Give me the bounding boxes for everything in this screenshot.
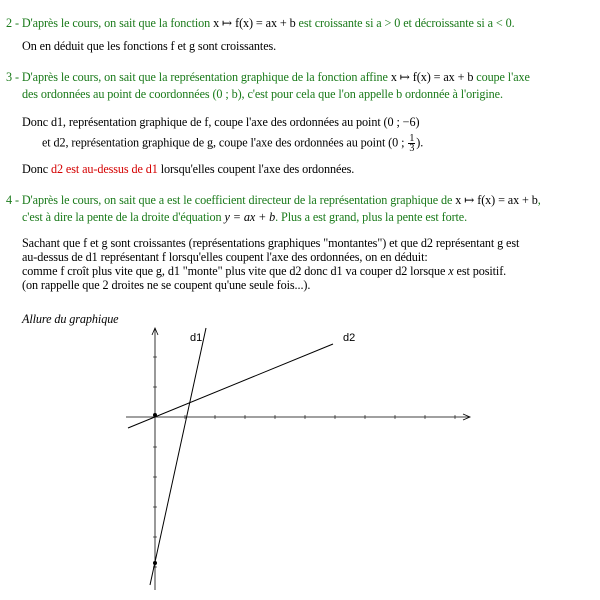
item4-p3-a: comme f croît plus vite que g, d1 "monte" plus vite que d2 donc d1 va couper d2 lorsque	[22, 264, 449, 278]
graph-caption: Allure du graphique	[22, 312, 119, 326]
item4-p1: Sachant que f et g sont croissantes (représentations graphiques "montantes") et que d2 représentant g est	[22, 236, 520, 250]
fraction-numerator: 1	[409, 133, 415, 144]
item3-number: 3 -	[6, 70, 22, 84]
item3-donc-end: lorsqu'elles coupent l'axe des ordonnées.	[157, 162, 355, 176]
item4-text-b: ,	[537, 193, 541, 207]
item4-line2-eq: y = ax + b	[224, 210, 276, 224]
item2-text-b: est croissante si a > 0 et décroissante si a < 0.	[295, 16, 515, 30]
item4-p3-b: est positif.	[453, 264, 507, 278]
item3-donc-red: d2 est au-dessus de d1	[50, 162, 158, 176]
item3-text-b: coupe l'axe	[473, 70, 530, 84]
line-d1	[150, 328, 206, 585]
item3-text-a: D'après le cours, on sait que la représentation graphique de la fonction affine	[21, 70, 391, 84]
item3-et-d2-text: et d2, représentation graphique de g, coupe l'axe des ordonnées au point (0 ;	[42, 135, 408, 150]
item4-text-a: D'après le cours, on sait que a est le coefficient directeur de la représentation graphique de	[21, 193, 456, 207]
item2-conclusion: On en déduit que les fonctions f et g sont croissantes.	[22, 39, 277, 53]
item3-et-d2-end: ).	[416, 135, 424, 150]
item3-donc-label: Donc	[22, 162, 51, 176]
item4-formula: x ↦ f(x) = ax + b	[455, 193, 538, 207]
item4-number: 4 -	[6, 193, 22, 207]
item4-p2: au-dessus de d1 représentant f lorsqu'elles coupent l'axe des ordonnées, on en déduit:	[22, 250, 428, 264]
item3-formula: x ↦ f(x) = ax + b	[390, 70, 474, 84]
item4-p4: (on rappelle que 2 droites ne se coupent qu'une seule fois...).	[22, 278, 311, 292]
item2-formula: x ↦ f(x) = ax + b	[213, 16, 296, 30]
item4-line2-b: . Plus a est grand, plus la pente est forte.	[275, 210, 468, 224]
fraction-denominator: 3	[409, 143, 415, 154]
label-d1: d1	[190, 332, 203, 344]
item3-donc-d1: Donc d1, représentation graphique de f, coupe l'axe des ordonnées au point (0 ; −6)	[22, 115, 420, 129]
item4-line2-a: c'est à dire la pente de la droite d'équation	[22, 210, 225, 224]
item4-p3-x: x	[448, 264, 454, 278]
line-d2	[128, 344, 333, 428]
item3-line2: des ordonnées au point de coordonnées (0 ; b), c'est pour cela que l'on appelle b ordonnée à l'origine.	[22, 87, 503, 101]
d1-intercept-point	[153, 561, 157, 565]
item2-number: 2 -	[6, 16, 22, 30]
d2-intercept-point	[153, 413, 157, 417]
item2-text-a: D'après le cours, on sait que la fonction	[21, 16, 214, 30]
label-d2: d2	[343, 332, 356, 344]
